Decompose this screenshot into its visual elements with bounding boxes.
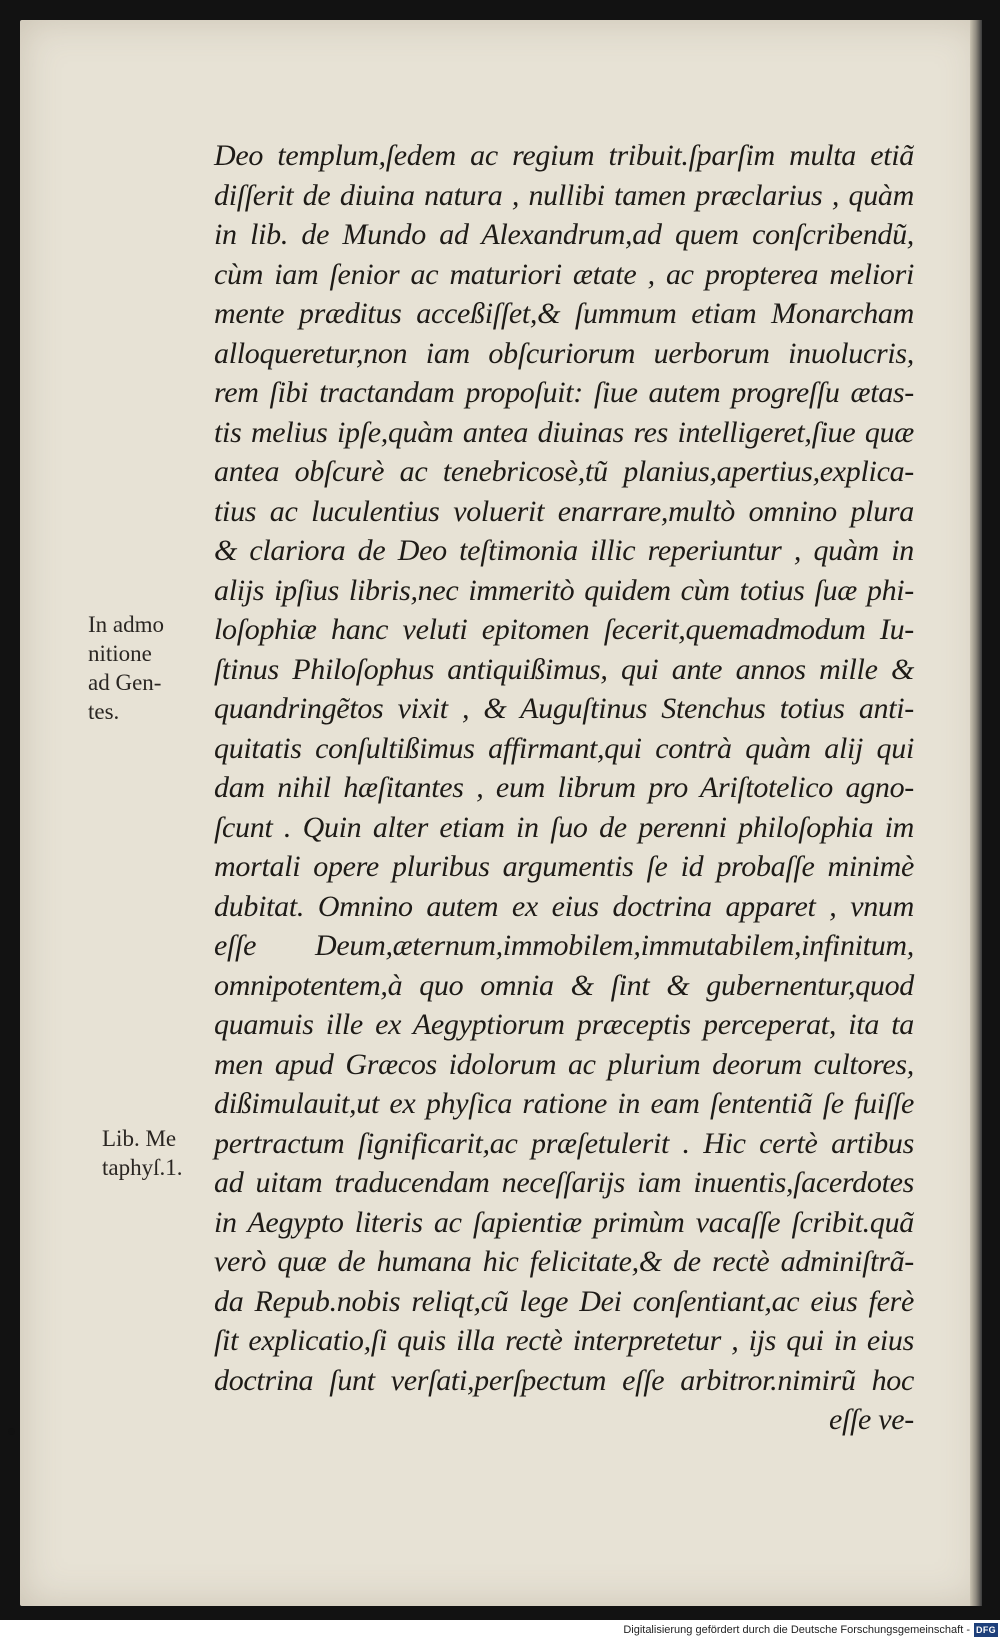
main-text-block [214,136,914,1440]
text-line: cùm iam ſenior ac maturiori ætate , ac propterea meliori [214,257,914,291]
margin-note-line: In admo [88,612,165,637]
margin-note-line: Lib. Me [102,1126,177,1151]
text-line: dißimulauit,ut ex phyſica ratione in eam ſententiã ſe fuiſſe [214,1087,914,1120]
text-line: rem ſibi tractandam propoſuit: ſiue autem progreſſu ætas- [214,376,914,409]
text-line: quamuis ille ex Aegyptiorum præceptis perceperat, ita ta [214,1008,914,1041]
margin-note-line: taphyſ.1. [102,1155,183,1180]
margin-note-line: ad Gen- [88,670,162,695]
text-line: eſſe Deum,æternum,immobilem,immutabilem,infinitum, [214,929,914,962]
text-line: doctrina ſunt verſati,perſpectum eſſe arbitror.nimirũ hoc [214,1363,914,1397]
text-line: Deo templum,ſedem ac regium tribuit.ſparſim multa etiã [214,139,914,172]
text-line: mortali opere pluribus argumentis ſe id probaſſe minimè [214,850,914,883]
text-line: antea obſcurè ac tenebricosè,tũ planius,apertius,explica- [214,455,914,488]
dfg-logo: DFG [974,1623,998,1637]
text-line: ſcunt . Quin alter etiam in ſuo de perenni philoſophia im [214,810,914,844]
margin-note-line: tes. [88,699,120,724]
text-line: dubitat. Omnino autem ex eius doctrina apparet , vnum [214,889,914,923]
text-line: diſſerit de diuina natura , nullibi tamen præclarius , quàm [214,178,914,212]
text-line: quitatis conſultißimus affirmant,qui contrà quàm alij qui [214,731,914,765]
funding-notice: Digitalisierung gefördert durch die Deutsche Forschungsgemeinschaft - [623,1624,970,1636]
text-line: loſophiæ hanc veluti epitomen ſecerit,quemadmodum Iu- [214,613,914,646]
text-line: ſtinus Philoſophus antiquißimus, qui ante annos mille & [214,652,914,686]
text-line: ad uitam traducendam neceſſarijs iam inuentis,ſacerdotes [214,1166,914,1199]
text-line: dam nihil hæſitantes , eum librum pro Ariſtotelico agno- [214,771,914,804]
text-line: quandringẽtos vixit , & Auguſtinus Stenchus totius anti- [214,692,914,725]
ink-mark [8,1428,15,1435]
margin-note-line: nitione [88,641,152,666]
text-line: alijs ipſius libris,nec immeritò quidem cùm totius ſuæ phi- [214,573,914,607]
text-line: in Aegypto literis ac ſapientiæ primùm vacaſſe ſcribit.quã [214,1205,914,1239]
catchword: eſſe ve- [828,1403,914,1436]
footer-bar [0,1620,1000,1644]
margin-note-metaphysica [102,1124,222,1182]
text-line: ſit explicatio,ſi quis illa rectè interpretetur , ijs qui in eius [214,1324,914,1357]
text-line: omnipotentem,à quo omnia & ſint & gubernentur,quod [214,968,914,1002]
text-line: tius ac luculentius voluerit enarrare,multò omnino plura [214,494,914,528]
text-line: da Repub.nobis reliqt,cũ lege Dei conſentiant,ac eius ferè [214,1284,914,1318]
text-line: pertractum ſignificarit,ac præſetulerit . Hic certè artibus [214,1126,914,1160]
text-line: & clariora de Deo teſtimonia illic reperiuntur , quàm in [214,534,914,567]
text-line: in lib. de Mundo ad Alexandrum,ad quem conſcribendũ, [214,218,914,251]
page-edge-shadow [970,20,982,1606]
text-line: mente præditus acceßiſſet,& ſummum etiam Monarcham [214,297,914,330]
text-line: tis melius ipſe,quàm antea diuinas res intelligeret,ſiue quæ [214,415,914,449]
text-line: men apud Græcos idolorum ac plurium deorum cultores, [214,1047,914,1081]
text-line: verò quæ de humana hic felicitate,& de rectè adminiſtrã- [214,1245,914,1278]
text-line: alloqueretur,non iam obſcuriorum uerborum inuolucris, [214,336,914,370]
margin-note-admonitione [88,610,208,726]
